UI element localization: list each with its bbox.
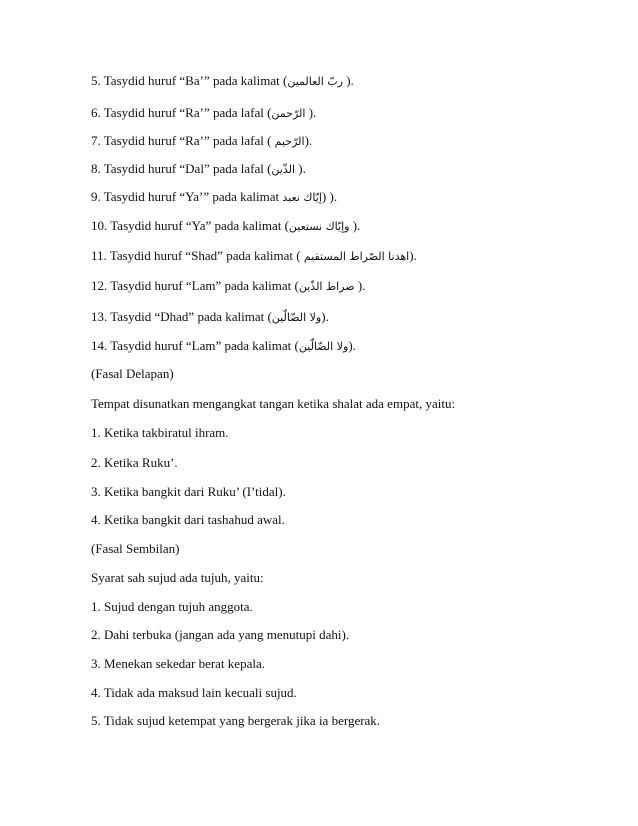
- line-text: 3. Ketika bangkit dari Ruku’ (I’tidal).: [91, 484, 286, 499]
- arabic-text: ولا الضّالّين: [298, 340, 349, 353]
- arabic-text: ولا الضّالّين: [271, 311, 322, 324]
- line-text-end: ).: [354, 278, 366, 293]
- line-text-end: ).: [349, 218, 361, 233]
- line-tasydid-8: [91, 161, 306, 178]
- list-item: [91, 484, 286, 500]
- list-item: [91, 425, 229, 441]
- list-item: [91, 455, 178, 471]
- line-text: 13. Tasydid “Dhad” pada kalimat (: [91, 309, 272, 324]
- list-item: [91, 685, 297, 701]
- line-tasydid-10: [91, 218, 360, 235]
- line-text: 9. Tasydid huruf “Ya’” pada kalimat: [91, 189, 283, 204]
- line-text: 6. Tasydid huruf “Ra’” pada lafal (: [91, 105, 272, 120]
- section-heading-fasal-sembilan: [91, 541, 179, 557]
- arabic-text: ربّ العالمين: [287, 75, 343, 88]
- arabic-text: الذّين: [271, 163, 296, 176]
- line-text: 4. Tidak ada maksud lain kecuali sujud.: [91, 685, 297, 700]
- line-text-end: ) ).: [321, 189, 338, 204]
- line-tasydid-7: [91, 133, 312, 150]
- line-text: 4. Ketika bangkit dari tashahud awal.: [91, 512, 285, 527]
- line-text: Syarat sah sujud ada tujuh, yaitu:: [91, 570, 264, 585]
- list-item: [91, 512, 285, 528]
- line-text-end: ).: [348, 338, 356, 353]
- line-text: 3. Menekan sekedar berat kepala.: [91, 656, 265, 671]
- line-text: 2. Dahi terbuka (jangan ada yang menutupi dahi).: [91, 627, 350, 642]
- line-text: 5. Tasydid huruf “Ba’” pada kalimat (: [91, 73, 288, 88]
- line-text: 8. Tasydid huruf “Dal” pada lafal (: [91, 161, 272, 176]
- line-text: 2. Ketika Ruku’.: [91, 455, 178, 470]
- arabic-text: الرّحيم: [274, 135, 305, 148]
- line-tasydid-9: [91, 189, 337, 206]
- line-text-end: ).: [409, 248, 417, 263]
- line-text: 1. Sujud dengan tujuh anggota.: [91, 599, 253, 614]
- section-heading-fasal-delapan: [91, 366, 174, 382]
- line-text: Tempat disunatkan mengangkat tangan ketika shalat ada empat, yaitu:: [91, 396, 456, 411]
- line-text-end: ).: [321, 309, 329, 324]
- line-text-end: ).: [305, 105, 317, 120]
- line-tasydid-5: [91, 73, 354, 90]
- line-text: 11. Tasydid huruf “Shad” pada kalimat (: [91, 248, 304, 263]
- arabic-text: صراط الذّين: [298, 280, 355, 293]
- line-text-end: ).: [342, 73, 354, 88]
- arabic-text: إيّاك نعبد: [282, 191, 322, 204]
- line-tasydid-12: [91, 278, 365, 295]
- line-text: 10. Tasydid huruf “Ya” pada kalimat (: [91, 218, 289, 233]
- arabic-text: اهدنا الصّراط المستقيم: [303, 250, 410, 263]
- list-item: [91, 627, 349, 643]
- line-text: (Fasal Sembilan): [91, 541, 180, 556]
- paragraph-intro-mengangkat-tangan: [91, 396, 455, 412]
- list-item: [91, 713, 380, 729]
- list-item: [91, 656, 265, 672]
- list-item: [91, 599, 253, 615]
- line-text: 7. Tasydid huruf “Ra’” pada lafal (: [91, 133, 275, 148]
- line-text-end: ).: [304, 133, 313, 148]
- line-tasydid-13: [91, 309, 329, 326]
- line-tasydid-14: [91, 338, 356, 355]
- line-tasydid-6: [91, 105, 316, 122]
- arabic-text: وإيّاك نستعين: [288, 220, 350, 233]
- arabic-text: الرّحمن: [271, 107, 306, 120]
- line-tasydid-11: [91, 248, 417, 265]
- line-text-end: ).: [295, 161, 306, 176]
- line-text: 12. Tasydid huruf “Lam” pada kalimat (: [91, 278, 299, 293]
- line-text: 5. Tidak sujud ketempat yang bergerak jika ia bergerak.: [91, 713, 381, 728]
- line-text: 1. Ketika takbiratul ihram.: [91, 425, 229, 440]
- paragraph-intro-syarat-sujud: [91, 570, 264, 586]
- line-text: (Fasal Delapan): [91, 366, 174, 381]
- line-text: 14. Tasydid huruf “Lam” pada kalimat (: [91, 338, 299, 353]
